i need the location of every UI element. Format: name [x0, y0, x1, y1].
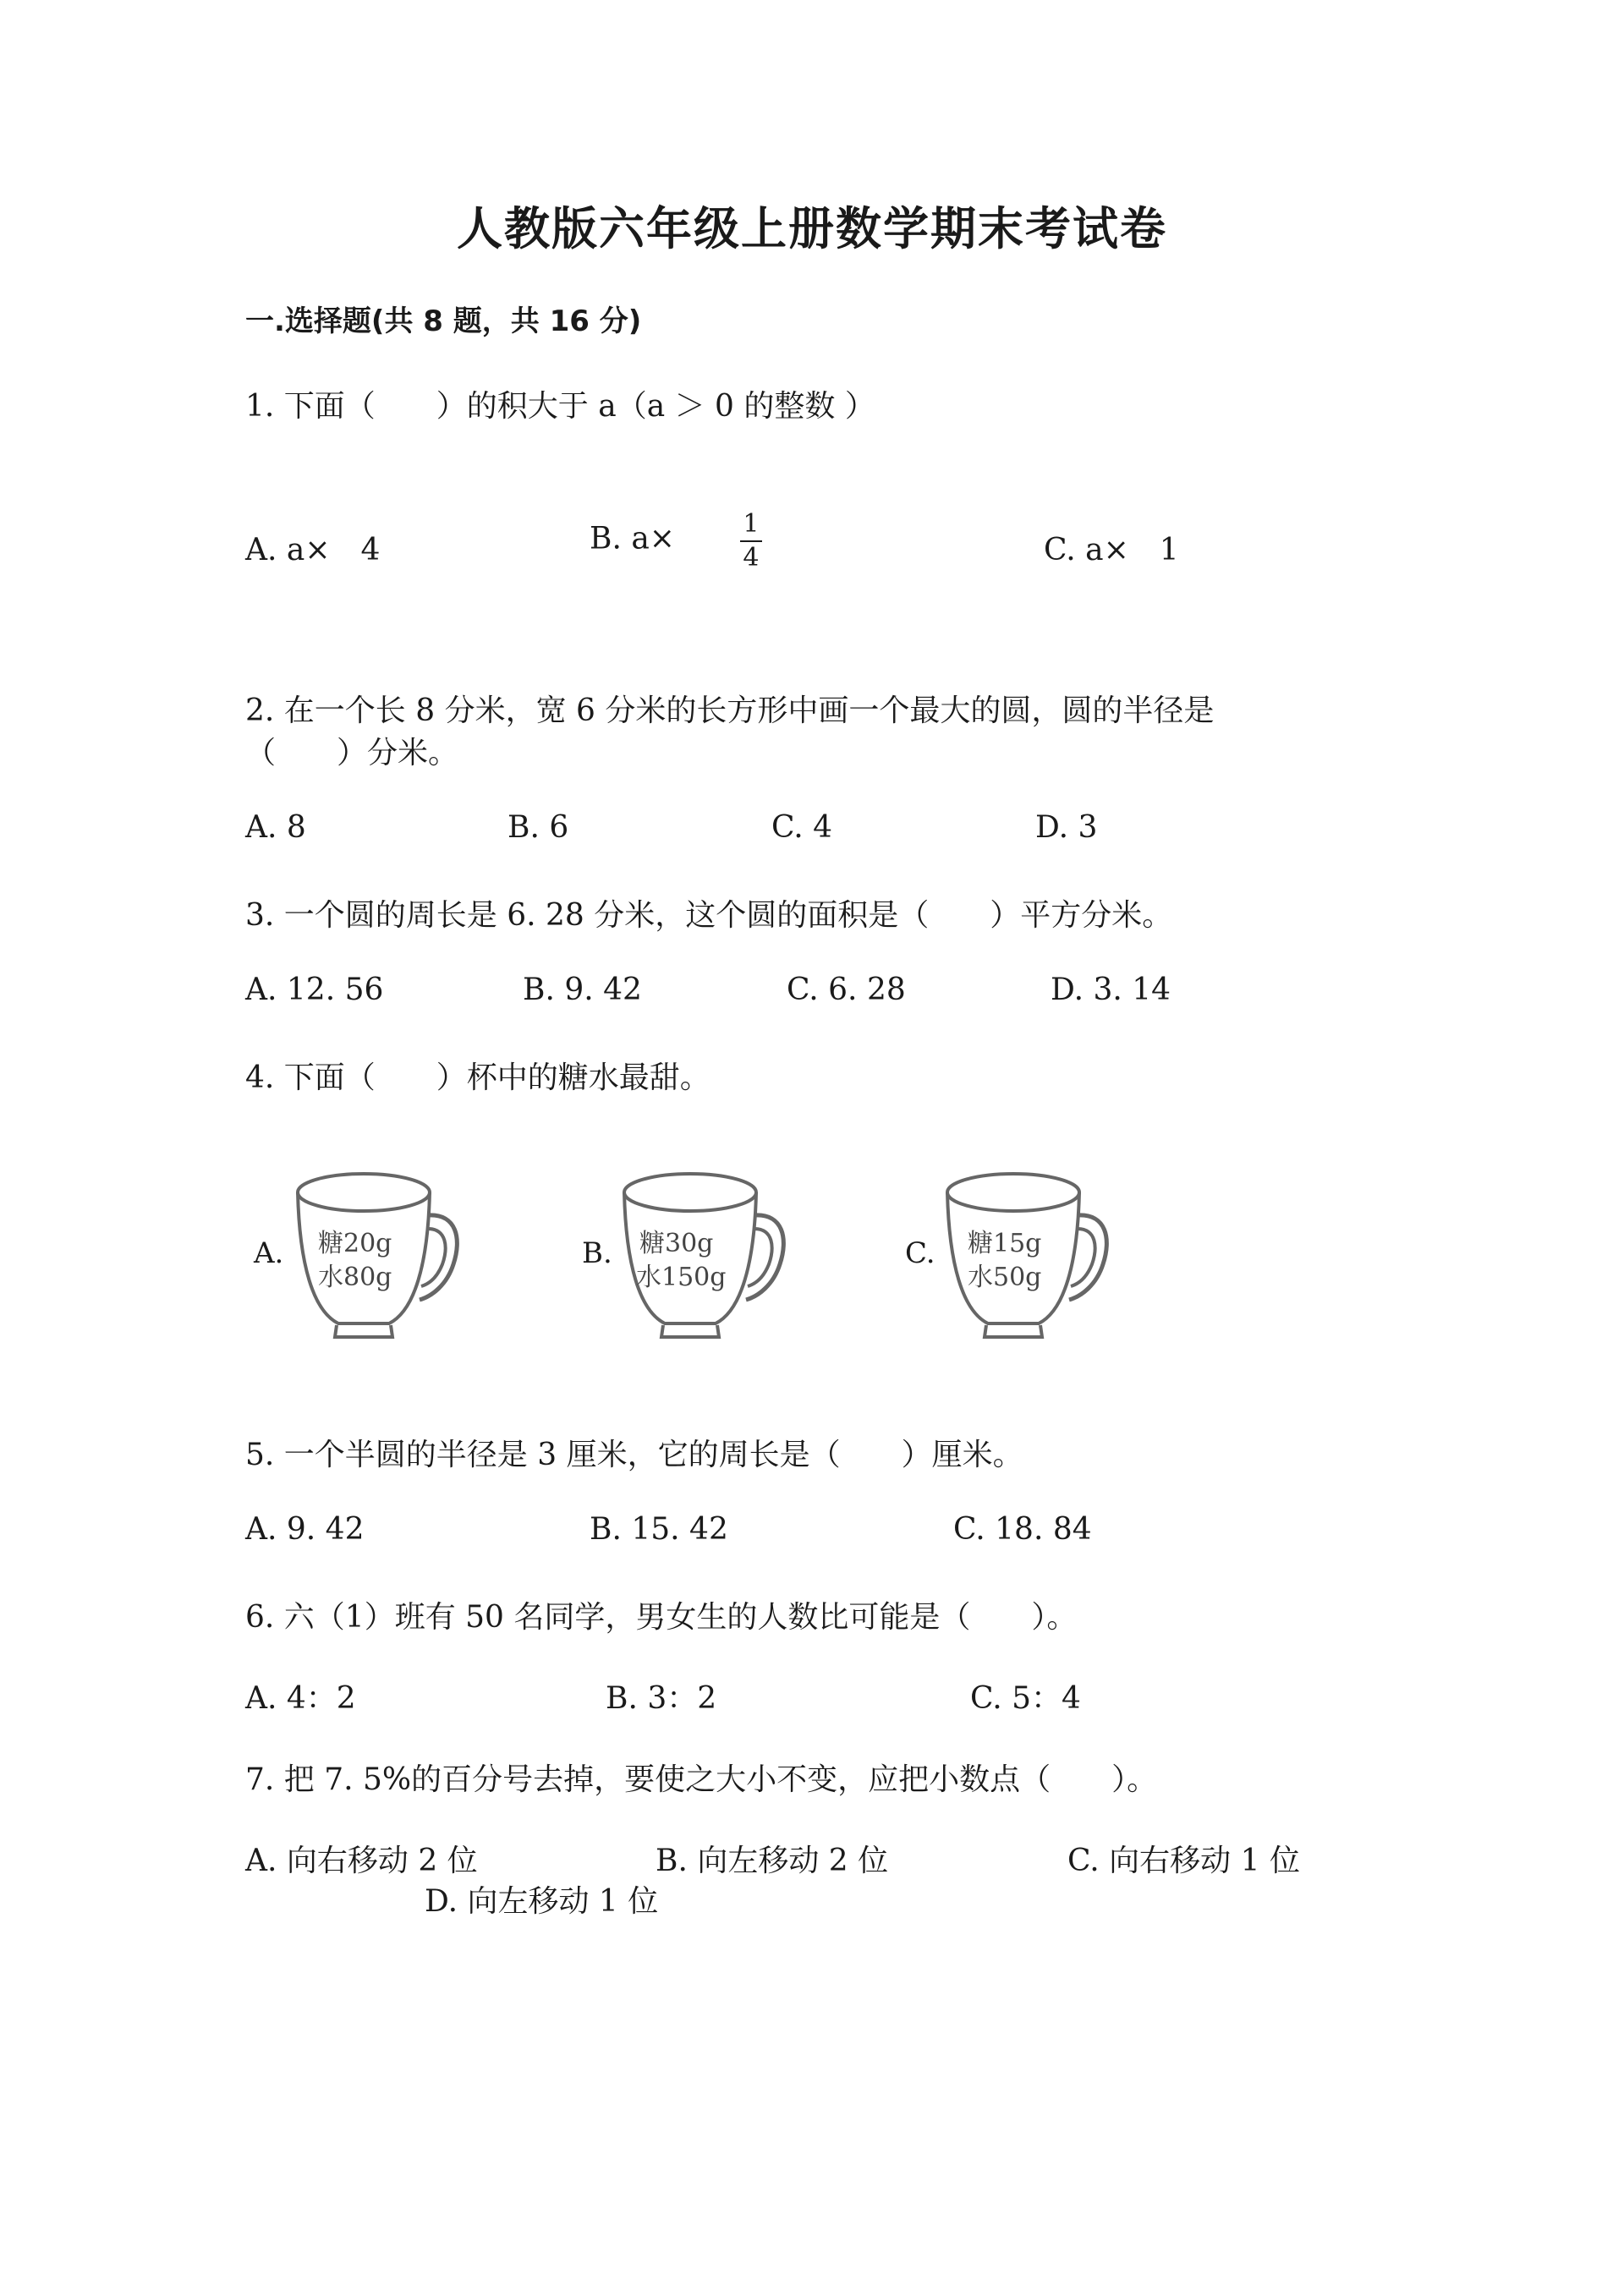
fraction-one-quarter — [740, 511, 762, 571]
question-2-stem-line2: （ ）分米。 — [245, 736, 459, 770]
q5-option-a[interactable]: A. 9. 42 — [245, 1512, 365, 1547]
q3-option-a[interactable]: A. 12. 56 — [245, 973, 384, 1007]
q1-option-a[interactable]: A. a× 4 — [245, 533, 381, 567]
cup-a-icon — [288, 1163, 465, 1349]
question-4-stem: 4. 下面（ ）杯中的糖水最甜。 — [245, 1060, 710, 1095]
section-heading: 一.选择题(共 8 题，共 16 分) — [245, 304, 642, 338]
q6-option-a[interactable]: A. 4：2 — [245, 1681, 356, 1716]
fraction-denominator: 4 — [743, 542, 760, 573]
q2-option-a[interactable]: A. 8 — [245, 810, 306, 845]
q2-option-d[interactable]: D. 3 — [1035, 810, 1098, 845]
question-3-stem: 3. 一个圆的周长是 6. 28 分米，这个圆的面积是（ ）平方分米。 — [245, 898, 1173, 933]
q7-option-a[interactable]: A. 向右移动 2 位 — [245, 1844, 478, 1878]
question-6-stem: 6. 六（1）班有 50 名同学，男女生的人数比可能是（ ）。 — [245, 1600, 1078, 1635]
cup-c-letter[interactable]: C. — [905, 1236, 935, 1270]
q3-option-d[interactable]: D. 3. 14 — [1051, 973, 1171, 1007]
question-2-stem-line1: 2. 在一个长 8 分米，宽 6 分米的长方形中画一个最大的圆，圆的半径是 — [245, 693, 1215, 728]
q2-option-c[interactable]: C. 4 — [771, 810, 833, 845]
cup-b-sugar: 糖30g — [639, 1229, 714, 1258]
q3-option-c[interactable]: C. 6. 28 — [787, 973, 906, 1007]
cup-c-water: 水50g — [968, 1263, 1042, 1292]
cup-b-water: 水150g — [636, 1263, 727, 1292]
q1-option-b-prefix: B. a× — [590, 521, 675, 556]
q7-option-d[interactable]: D. 向左移动 1 位 — [425, 1884, 659, 1919]
q5-option-b[interactable]: B. 15. 42 — [590, 1512, 728, 1547]
cup-a-water: 水80g — [318, 1263, 392, 1292]
q6-option-c[interactable]: C. 5：4 — [970, 1681, 1081, 1716]
q6-option-b[interactable]: B. 3：2 — [606, 1681, 717, 1716]
question-7-stem: 7. 把 7. 5%的百分号去掉，要使之大小不变，应把小数点（ ）。 — [245, 1762, 1158, 1797]
question-5-stem: 5. 一个半圆的半径是 3 厘米，它的周长是（ ）厘米。 — [245, 1438, 1023, 1472]
cup-b-icon — [614, 1163, 792, 1349]
q7-option-b[interactable]: B. 向左移动 2 位 — [656, 1844, 889, 1878]
question-1-stem: 1. 下面（ ）的积大于 a（a ＞ 0 的整数 ） — [245, 389, 875, 424]
cup-c-sugar: 糖15g — [968, 1229, 1042, 1258]
page-title: 人教版六年级上册数学期末考试卷 — [457, 202, 1167, 255]
cup-b-letter[interactable]: B. — [582, 1236, 612, 1270]
cup-a-letter[interactable]: A. — [254, 1236, 284, 1270]
q5-option-c[interactable]: C. 18. 84 — [953, 1512, 1092, 1547]
q1-option-c[interactable]: C. a× 1 — [1044, 533, 1179, 567]
cup-c-icon — [937, 1163, 1115, 1349]
q7-option-c[interactable]: C. 向右移动 1 位 — [1067, 1844, 1300, 1878]
q2-option-b[interactable]: B. 6 — [508, 810, 569, 845]
fraction-bar — [740, 540, 762, 542]
q3-option-b[interactable]: B. 9. 42 — [523, 973, 642, 1007]
cup-a-sugar: 糖20g — [318, 1229, 392, 1258]
fraction-numerator: 1 — [743, 509, 760, 539]
q1-option-b[interactable] — [590, 511, 762, 571]
